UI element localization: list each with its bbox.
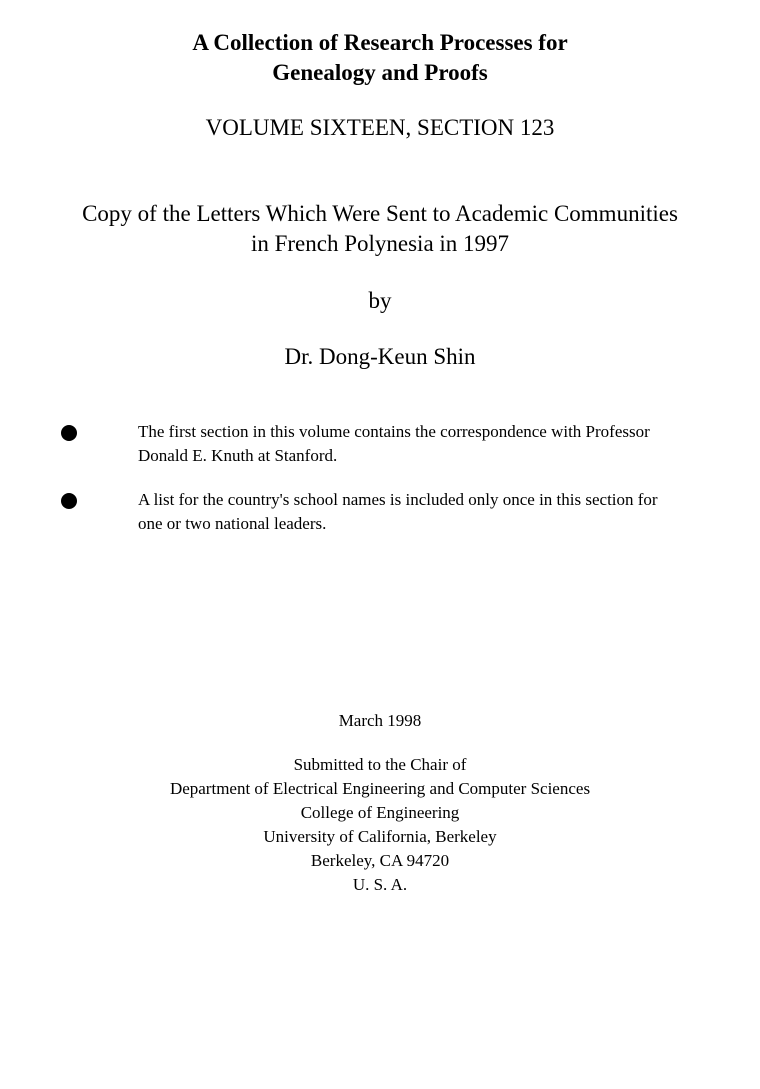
note-line: The first section in this volume contains the correspondence with Professor — [138, 422, 650, 441]
bullet-icon — [61, 425, 77, 441]
city-line: Berkeley, CA 94720 — [310, 851, 450, 870]
university-line: University of California, Berkeley — [263, 827, 497, 846]
submission-block — [0, 753, 760, 897]
collection-title-line-2: Genealogy and Proofs — [272, 60, 488, 85]
submitted-to-line: Submitted to the Chair of — [293, 755, 467, 774]
note-line: A list for the country's school names is included only once in this section for — [138, 490, 658, 509]
bullet-icon — [61, 493, 77, 509]
college-line: College of Engineering — [300, 803, 460, 822]
notes-list — [0, 420, 760, 556]
department-line: Department of Electrical Engineering and Computer Sciences — [169, 779, 591, 798]
submission-date: March 1998 — [338, 711, 422, 730]
collection-title-line-1: A Collection of Research Processes for — [192, 30, 568, 55]
note-item — [0, 420, 760, 488]
note-line: one or two national leaders. — [138, 514, 327, 533]
country-line: U. S. A. — [352, 875, 408, 894]
note-item — [0, 488, 760, 556]
note-text — [138, 488, 718, 536]
note-line: Donald E. Knuth at Stanford. — [138, 446, 338, 465]
by-label: by — [368, 288, 392, 313]
author-name: Dr. Dong-Keun Shin — [284, 344, 476, 369]
document-subtitle-line-1: Copy of the Letters Which Were Sent to Academic Communities — [82, 201, 678, 226]
document-subtitle-line-2: in French Polynesia in 1997 — [250, 231, 510, 256]
note-text — [138, 420, 718, 468]
volume-heading: VOLUME SIXTEEN, SECTION 123 — [205, 115, 555, 140]
